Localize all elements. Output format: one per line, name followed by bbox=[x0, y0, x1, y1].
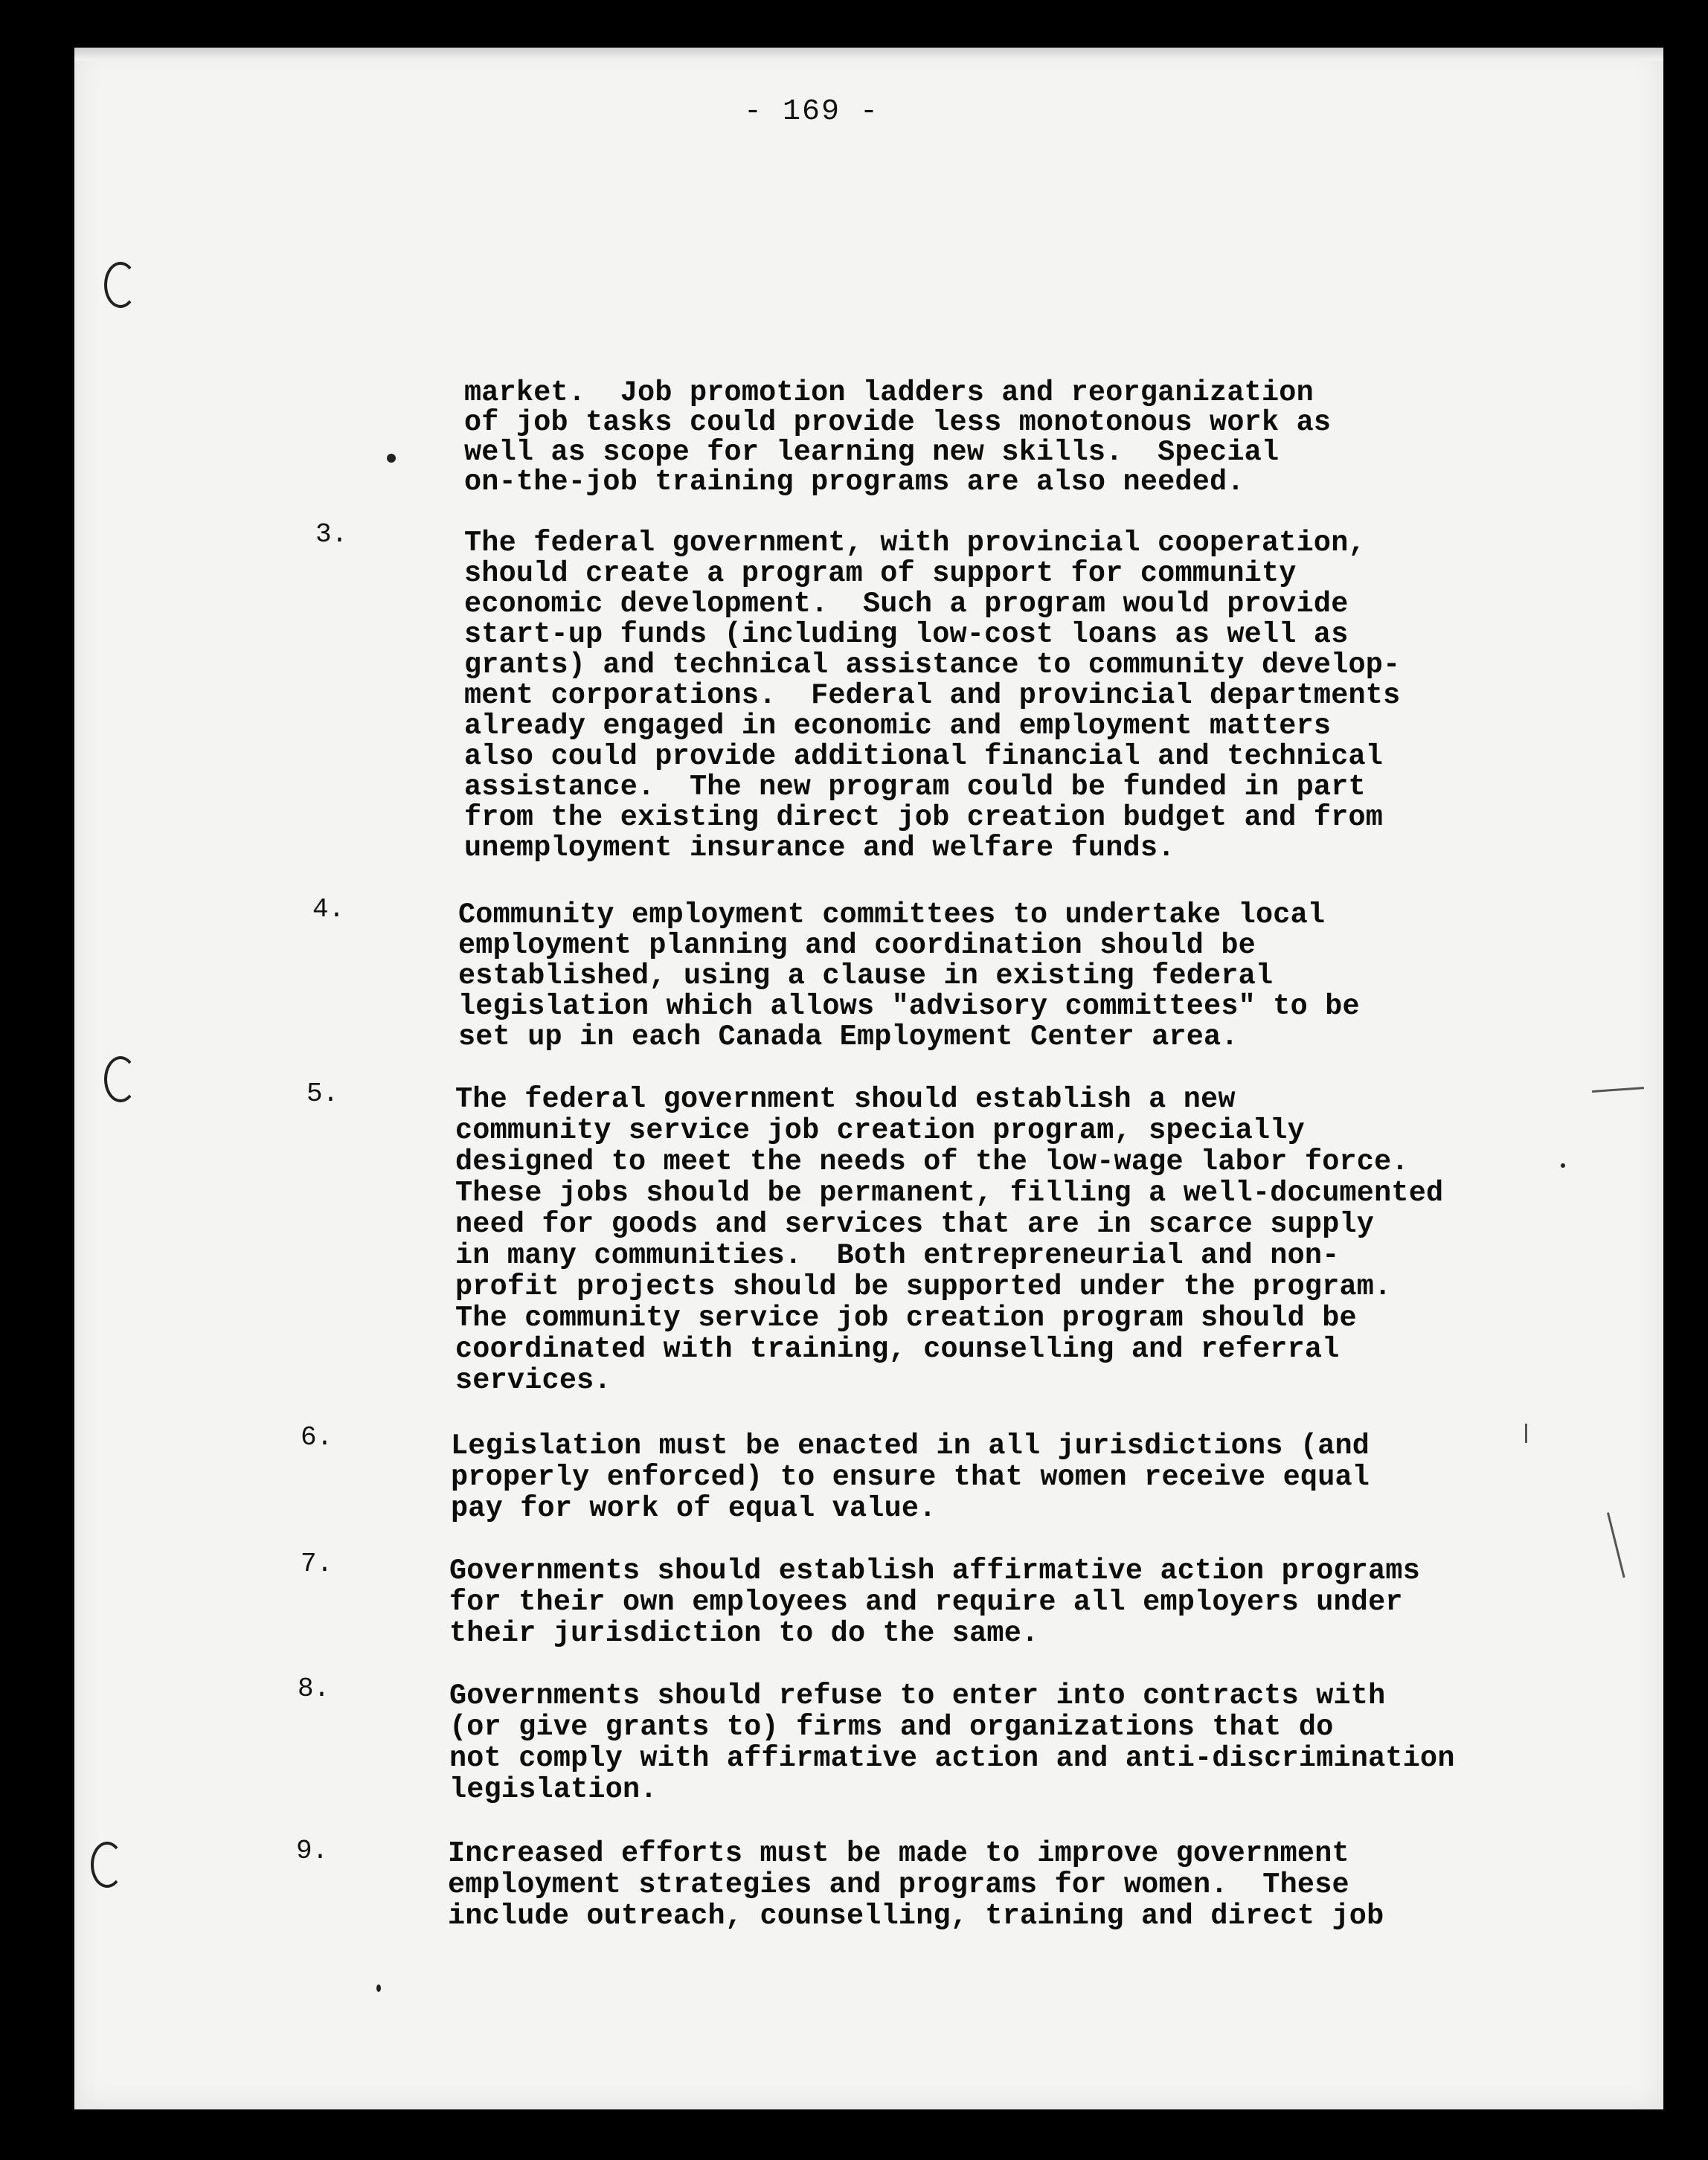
text-line: The federal government, with provincial cooperation, bbox=[464, 527, 1366, 559]
text-line: Legislation must be enacted in all jurisdictions (and bbox=[451, 1430, 1370, 1462]
text-line: services. bbox=[455, 1364, 611, 1397]
item-number: 6. bbox=[301, 1422, 333, 1453]
text-line: These jobs should be permanent, filling a well-documented bbox=[455, 1177, 1444, 1209]
text-line: employment strategies and programs for women. These bbox=[448, 1868, 1349, 1901]
text-line: pay for work of equal value. bbox=[451, 1492, 937, 1525]
text-line: Increased efforts must be made to improve government bbox=[448, 1837, 1349, 1870]
text-line: legislation which allows "advisory committees" to be bbox=[458, 990, 1360, 1023]
text-line: not comply with affirmative action and anti-discrimination bbox=[449, 1742, 1455, 1775]
item-number: 8. bbox=[298, 1674, 330, 1704]
text-line: The federal government should establish a new bbox=[455, 1083, 1236, 1116]
text-line: economic development. Such a program would provide bbox=[464, 588, 1349, 620]
text-line: from the existing direct job creation budget and from bbox=[464, 801, 1384, 834]
text-line: community service job creation program, specially bbox=[455, 1114, 1305, 1147]
text-line: designed to meet the needs of the low-wage labor force. bbox=[455, 1145, 1409, 1178]
text-line: Governments should refuse to enter into contracts with bbox=[449, 1680, 1386, 1712]
text-line: (or give grants to) firms and organizations that do bbox=[449, 1711, 1334, 1743]
text-line: employment planning and coordination should be bbox=[458, 929, 1256, 962]
text-line: properly enforced) to ensure that women receive equal bbox=[451, 1461, 1370, 1494]
text-line: coordinated with training, counselling and referral bbox=[455, 1333, 1340, 1366]
page-number: - 169 - bbox=[744, 95, 880, 129]
text-line: already engaged in economic and employment matters bbox=[464, 710, 1332, 742]
text-line: The community service job creation program should be bbox=[455, 1302, 1357, 1334]
text-line: assistance. The new program could be funded in part bbox=[464, 771, 1366, 803]
text-line: also could provide additional financial and technical bbox=[464, 740, 1384, 773]
item-number: 3. bbox=[315, 519, 348, 550]
text-line: set up in each Canada Employment Center area. bbox=[458, 1020, 1239, 1053]
text-line: start-up funds (including low-cost loans as well as bbox=[464, 618, 1349, 651]
text-line: Governments should establish affirmative action programs bbox=[449, 1555, 1421, 1587]
text-line: of job tasks could provide less monotonous work as bbox=[464, 406, 1332, 439]
text-line: should create a program of support for community bbox=[464, 557, 1297, 590]
text-line: well as scope for learning new skills. Special bbox=[464, 436, 1280, 469]
item-number: 4. bbox=[312, 894, 345, 925]
text-line: established, using a clause in existing federal bbox=[458, 960, 1274, 992]
text-line: their jurisdiction to do the same. bbox=[449, 1617, 1039, 1650]
text-line: grants) and technical assistance to community develop- bbox=[464, 649, 1401, 681]
text-line: market. Job promotion ladders and reorganization bbox=[464, 376, 1314, 409]
text-line: ment corporations. Federal and provincial departments bbox=[464, 679, 1401, 712]
item-number: 7. bbox=[301, 1549, 333, 1579]
text-line: need for goods and services that are in scarce supply bbox=[455, 1208, 1375, 1241]
item-number: 5. bbox=[306, 1079, 339, 1109]
text-line: on-the-job training programs are also needed. bbox=[464, 466, 1245, 498]
item-number: 9. bbox=[296, 1836, 329, 1866]
text-line: in many communities. Both entrepreneurial and non- bbox=[455, 1239, 1340, 1272]
text-line: for their own employees and require all employers under bbox=[449, 1586, 1403, 1619]
text-line: legislation. bbox=[449, 1773, 658, 1806]
text-line: Community employment committees to undertake local bbox=[458, 899, 1326, 931]
text-line: unemployment insurance and welfare funds. bbox=[464, 832, 1175, 864]
text-line: include outreach, counselling, training and direct job bbox=[448, 1900, 1384, 1932]
text-line: profit projects should be supported under the program. bbox=[455, 1270, 1392, 1303]
